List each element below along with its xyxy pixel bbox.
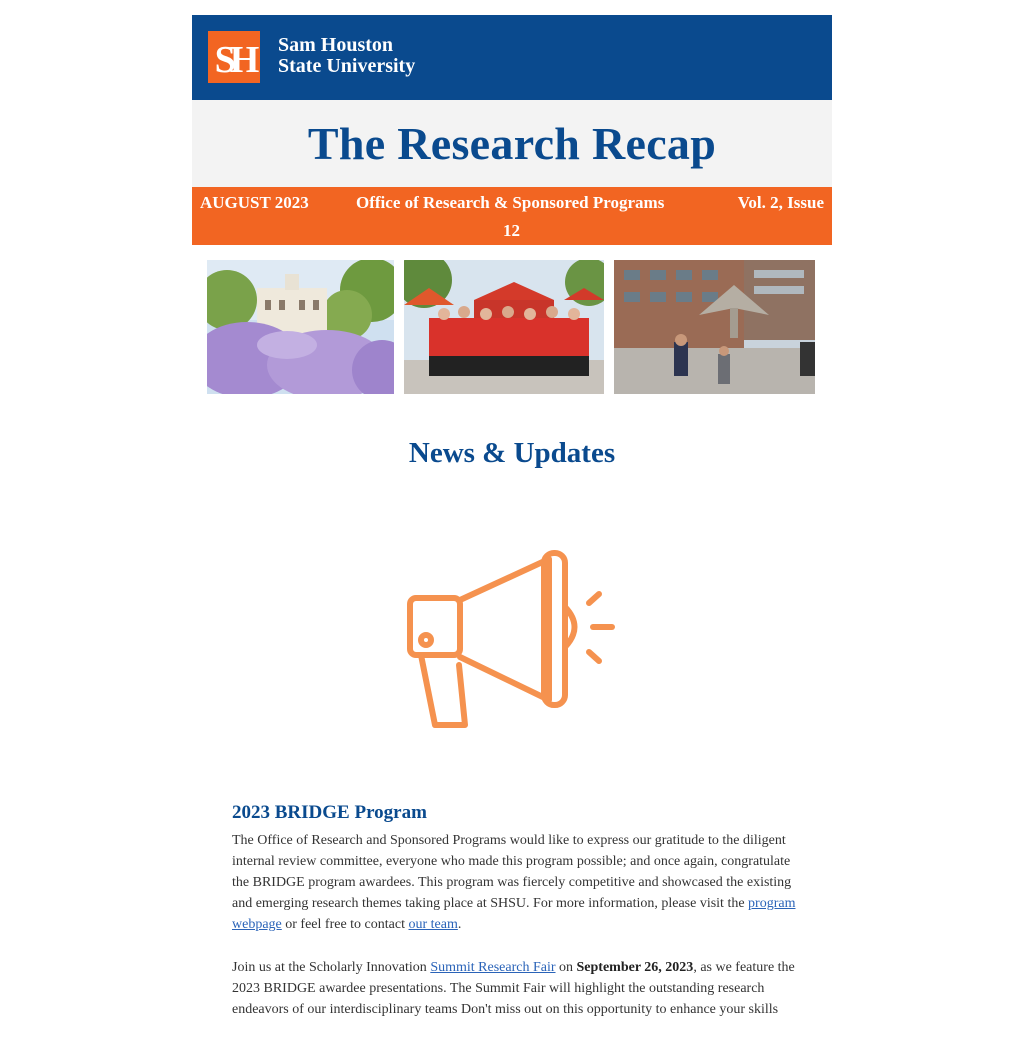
our-team-link[interactable]: our team xyxy=(408,917,458,932)
issue-volume: Vol. 2, Issue xyxy=(737,193,824,212)
article-heading: 2023 BRIDGE Program xyxy=(232,802,427,823)
megaphone-icon xyxy=(399,535,619,740)
logo-mark: SH xyxy=(214,39,254,81)
p2-text-2: on xyxy=(555,960,577,975)
office-name: Office of Research & Sponsored Programs xyxy=(356,193,665,212)
issue-number: 12 xyxy=(503,221,520,240)
content-column xyxy=(192,0,832,1024)
newsletter-title: The Research Recap xyxy=(307,118,717,169)
university-name-line1: Sam Houston xyxy=(278,34,394,56)
article-bridge-program xyxy=(232,802,796,1042)
article-paragraph-1 xyxy=(232,830,796,935)
event-date: September 26, 2023 xyxy=(576,960,694,975)
p2-text-1: Join us at the Scholarly Innovation xyxy=(232,960,431,975)
university-name-line2: State University xyxy=(278,55,416,77)
p1-text-1: The Office of Research and Sponsored Programs would like to express our gratitude to the diligent internal review committee, everyone who made this program possible; and once again, congratulate the BRIDGE program awardees. This program was fiercely competitive and showcased the existing and emerging research themes taking place at SHSU. For more information, please visit the xyxy=(232,833,792,911)
news-section-title: News & Updates xyxy=(408,437,616,469)
p1-text-2: or feel free to contact xyxy=(281,917,409,932)
program-webpage-link[interactable]: program webpage xyxy=(232,896,796,932)
summit-research-fair-link[interactable]: Summit Research Fair xyxy=(430,960,556,975)
issue-date: AUGUST 2023 xyxy=(200,193,309,212)
p1-text-3: . xyxy=(457,917,462,932)
article-paragraph-2 xyxy=(232,957,796,1020)
p2-text-3: , as we feature the 2023 BRIDGE awardee presentations. The Summit Fair will highlight the outstanding research endeavors of our interdisciplinary teams Don't miss out on this opportunity to enhance your skills xyxy=(232,960,795,1017)
